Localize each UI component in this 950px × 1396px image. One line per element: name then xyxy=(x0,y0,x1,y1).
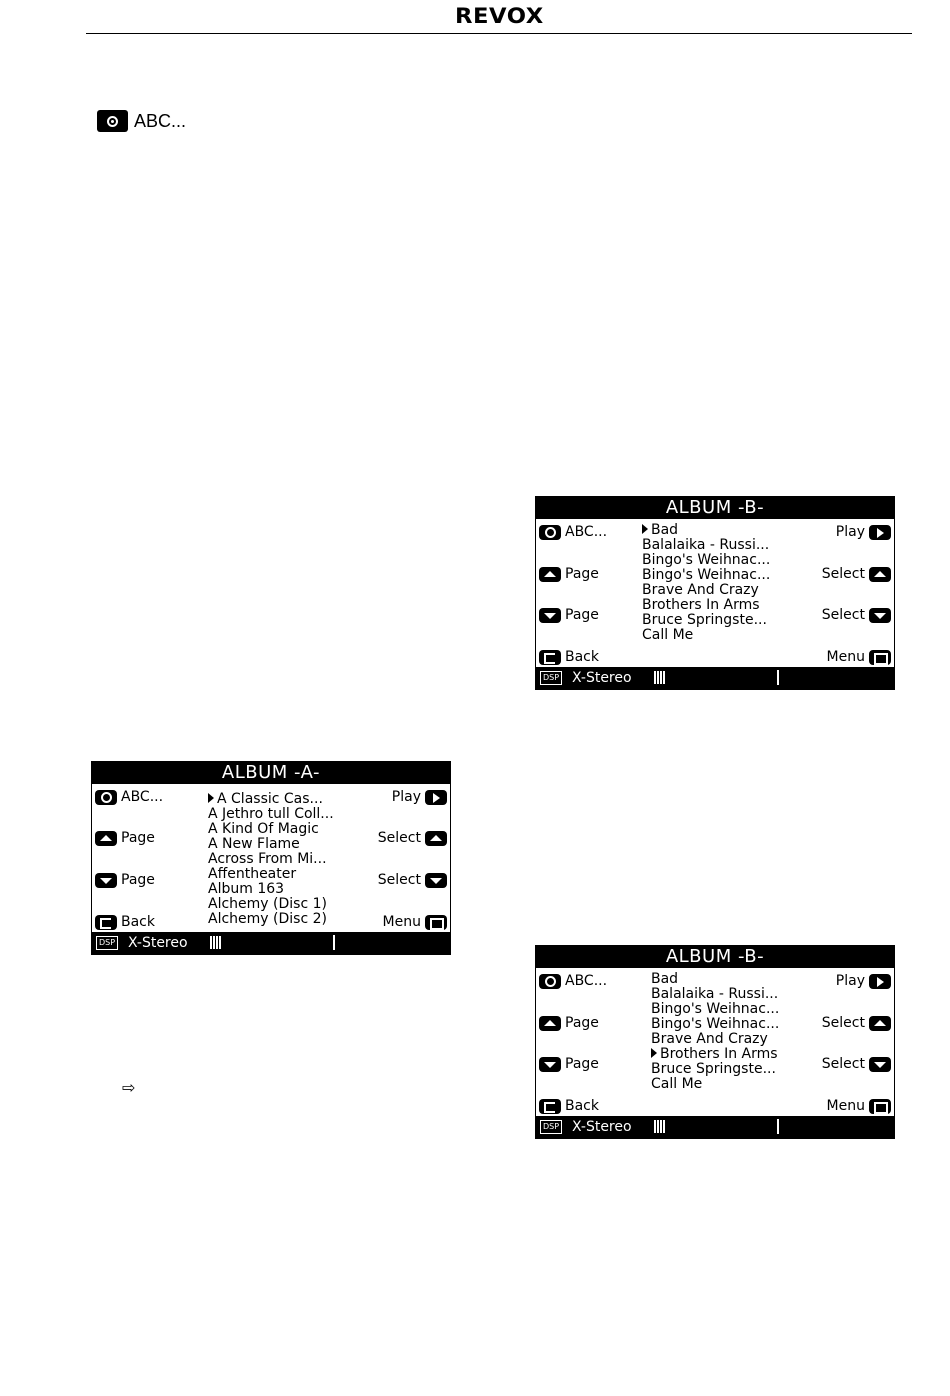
list-item[interactable]: Bruce Springste... xyxy=(651,1061,776,1077)
down-key-icon xyxy=(425,873,447,888)
dsp-badge: DSP xyxy=(96,936,118,950)
list-item[interactable]: Balalaika - Russi... xyxy=(642,537,770,553)
dsp-mode: X-Stereo xyxy=(572,1119,632,1135)
cd-key-icon xyxy=(95,790,117,805)
list-item[interactable]: Brave And Crazy xyxy=(642,582,759,598)
abc-label: ABC... xyxy=(134,110,187,131)
select-up-button[interactable]: Select xyxy=(822,566,891,582)
cd-key-icon xyxy=(97,110,128,132)
play-key-icon xyxy=(869,974,891,989)
down-key-icon xyxy=(95,873,117,888)
volume-level-bar xyxy=(654,671,665,684)
volume-level-bar xyxy=(210,936,221,949)
menu-key-icon xyxy=(869,1099,891,1114)
volume-level-bar xyxy=(654,1120,665,1133)
list-item[interactable]: Balalaika - Russi... xyxy=(651,986,779,1002)
abc-button[interactable]: ABC... xyxy=(539,973,607,989)
menu-button[interactable]: Menu xyxy=(827,649,891,665)
abc-button[interactable]: ABC... xyxy=(539,524,607,540)
lcd-display-album-a xyxy=(91,761,451,955)
back-key-icon xyxy=(95,915,117,930)
down-key-icon xyxy=(869,1057,891,1072)
list-item[interactable]: Brave And Crazy xyxy=(651,1031,768,1047)
menu-button[interactable]: Menu xyxy=(383,914,447,930)
dsp-badge: DSP xyxy=(540,1120,562,1134)
play-key-icon xyxy=(869,525,891,540)
header-rule xyxy=(86,33,912,34)
level-marker xyxy=(777,1119,779,1134)
select-down-button[interactable]: Select xyxy=(822,607,891,623)
list-item[interactable]: Bruce Springste... xyxy=(642,612,767,628)
album-list xyxy=(642,523,770,643)
list-item[interactable]: Bingo's Weihnac... xyxy=(642,552,771,568)
album-list xyxy=(651,972,779,1092)
play-key-icon xyxy=(425,790,447,805)
up-key-icon xyxy=(425,831,447,846)
select-up-button[interactable]: Select xyxy=(822,1015,891,1031)
page-up-button[interactable]: Page xyxy=(95,830,155,846)
list-item[interactable]: Brothers In Arms xyxy=(651,1047,779,1062)
page-down-button[interactable]: Page xyxy=(95,872,155,888)
cd-key-icon xyxy=(539,974,561,989)
list-item[interactable]: A Kind Of Magic xyxy=(208,821,319,837)
play-button[interactable]: Play xyxy=(392,789,447,805)
play-button[interactable]: Play xyxy=(836,973,891,989)
up-key-icon xyxy=(539,1016,561,1031)
list-item[interactable]: Alchemy (Disc 1) xyxy=(208,896,327,912)
down-key-icon xyxy=(869,608,891,623)
select-down-button[interactable]: Select xyxy=(822,1056,891,1072)
down-key-icon xyxy=(539,608,561,623)
dsp-mode: X-Stereo xyxy=(128,935,188,951)
select-down-button[interactable]: Select xyxy=(378,872,447,888)
level-marker xyxy=(777,670,779,685)
list-item[interactable]: Across From Mi... xyxy=(208,851,327,867)
abc-button[interactable]: ABC... xyxy=(95,789,163,805)
lcd-display-album-b-selected xyxy=(535,945,895,1139)
up-key-icon xyxy=(539,567,561,582)
status-bar xyxy=(92,932,450,954)
display-title: ALBUM -A- xyxy=(92,762,450,784)
list-item[interactable]: Bad xyxy=(651,971,679,987)
back-button[interactable]: Back xyxy=(95,914,155,930)
page-up-button[interactable]: Page xyxy=(539,1015,599,1031)
menu-button[interactable]: Menu xyxy=(827,1098,891,1114)
list-item[interactable]: Affentheater xyxy=(208,866,297,882)
list-item[interactable]: Alchemy (Disc 2) xyxy=(208,911,327,927)
up-key-icon xyxy=(95,831,117,846)
cd-key-icon xyxy=(539,525,561,540)
page-down-button[interactable]: Page xyxy=(539,607,599,623)
up-key-icon xyxy=(869,1016,891,1031)
menu-key-icon xyxy=(869,650,891,665)
display-title: ALBUM -B- xyxy=(536,497,894,519)
back-key-icon xyxy=(539,1099,561,1114)
list-item[interactable]: Brothers In Arms xyxy=(642,597,760,613)
up-key-icon xyxy=(869,567,891,582)
back-button[interactable]: Back xyxy=(539,649,599,665)
list-item[interactable]: A Classic Cas... xyxy=(208,792,334,807)
album-list xyxy=(208,792,334,927)
list-item[interactable]: Bingo's Weihnac... xyxy=(651,1016,780,1032)
brand-logo: REVOX xyxy=(455,4,544,28)
dsp-mode: X-Stereo xyxy=(572,670,632,686)
play-button[interactable]: Play xyxy=(836,524,891,540)
list-item[interactable]: Bingo's Weihnac... xyxy=(651,1001,780,1017)
status-bar xyxy=(536,1116,894,1138)
back-button[interactable]: Back xyxy=(539,1098,599,1114)
lcd-display-album-b xyxy=(535,496,895,690)
abc-key-reference xyxy=(97,110,186,132)
down-key-icon xyxy=(539,1057,561,1072)
arrow-right-icon: ⇨ xyxy=(122,1080,136,1097)
page-up-button[interactable]: Page xyxy=(539,566,599,582)
select-up-button[interactable]: Select xyxy=(378,830,447,846)
back-key-icon xyxy=(539,650,561,665)
page-down-button[interactable]: Page xyxy=(539,1056,599,1072)
dsp-badge: DSP xyxy=(540,671,562,685)
list-item[interactable]: Call Me xyxy=(651,1076,703,1092)
list-item[interactable]: A Jethro tull Coll... xyxy=(208,806,334,822)
list-item[interactable]: Bingo's Weihnac... xyxy=(642,567,771,583)
display-title: ALBUM -B- xyxy=(536,946,894,968)
status-bar xyxy=(536,667,894,689)
list-item[interactable]: A New Flame xyxy=(208,836,300,852)
menu-key-icon xyxy=(425,915,447,930)
list-item[interactable]: Album 163 xyxy=(208,881,285,897)
list-item[interactable]: Call Me xyxy=(642,627,694,643)
level-marker xyxy=(333,935,335,950)
list-item[interactable]: Bad xyxy=(642,523,770,538)
